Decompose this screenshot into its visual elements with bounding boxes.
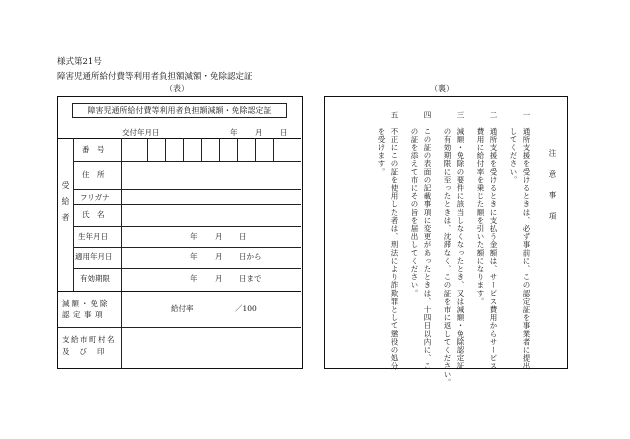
note-1-line-2: してください。 — [509, 111, 518, 184]
note-2-line-1: 二 通所支援を受けるときに支払う金額は、サービス費用からサービス — [489, 111, 498, 371]
note-5-line-2: を受けます。 — [377, 111, 386, 176]
start-date-day: 日から — [239, 252, 262, 261]
benefit-rate-label: 給付率 — [171, 304, 194, 313]
start-date-label: 適用年月日 — [75, 252, 113, 261]
birthdate-year: 年 — [190, 232, 198, 241]
expiry-year: 年 — [190, 274, 198, 283]
issue-date-year: 年 — [230, 128, 238, 137]
reduction-label-line2: 認定事項 — [62, 310, 106, 319]
note-3-line-2: の有効期限に至ったときは、沈滞なく、この証を市に返してください。 — [443, 111, 452, 387]
issue-date-label: 交付年月日 — [122, 128, 160, 137]
note-2-line-2: 費用に給付率を乗じた額を引いた額になります。 — [476, 111, 485, 306]
benefit-rate-suffix: ／100 — [235, 304, 257, 313]
start-date-month: 月 — [215, 252, 223, 261]
expiry-month: 月 — [215, 274, 223, 283]
birthdate-day: 日 — [239, 232, 247, 241]
address-label: 住 所 — [82, 170, 105, 179]
certificate-title: 障害児通所給付費等利用者負担額減額・免除認定証 — [87, 106, 272, 115]
note-4-line-2: の証を添えて市にその旨を届出してください。 — [410, 111, 419, 298]
front-certificate — [57, 96, 303, 369]
birthdate-month: 月 — [215, 232, 223, 241]
front-side-label: （表） — [165, 84, 189, 93]
note-5-line-1: 五 不正にこの証を使用した者は、刑法により詐欺罪として懲役の処分 — [390, 111, 399, 371]
note-1-line-1: 一 通所支援を受けるときは、必ず事前に、この認定証を事業者に提出 — [522, 111, 531, 371]
certificate-title-box — [72, 103, 287, 118]
birthdate-label: 生年月日 — [78, 232, 108, 241]
recipient-group-label: 受給者 — [61, 181, 70, 229]
form-title: 障害児通所給付費等利用者負担額減額・免除認定証 — [57, 72, 253, 82]
start-date-year: 年 — [190, 252, 198, 261]
expiry-day: 日まで — [239, 274, 262, 283]
reduction-label-line1-text: 減額・免除 — [62, 299, 110, 308]
municipality-label-line1: 支給市町村名 — [62, 335, 116, 344]
back-notes — [324, 96, 568, 387]
note-4-line-1: 四 この証の表面の記載事項に変更があったときは、十四日以内に、こ — [423, 111, 432, 371]
issue-date-month: 月 — [255, 128, 263, 137]
municipality-label-line2: 及び印 — [62, 347, 115, 356]
form-number: 様式第21号 — [57, 57, 102, 67]
notes-title: 注 意 事 項 — [548, 149, 557, 223]
back-side-label: （裏） — [430, 84, 454, 93]
name-label: 氏 名 — [82, 210, 105, 219]
issue-date-day: 日 — [280, 128, 288, 137]
expiry-label: 有効期限 — [80, 274, 110, 283]
note-3-line-1: 三 減額・免除の要件に該当しなくなったとき、又は減額・免除認定証 — [456, 111, 465, 371]
reduction-label-line1 — [62, 299, 118, 309]
number-label: 番 号 — [82, 145, 105, 154]
furigana-label: フリガナ — [80, 193, 110, 202]
